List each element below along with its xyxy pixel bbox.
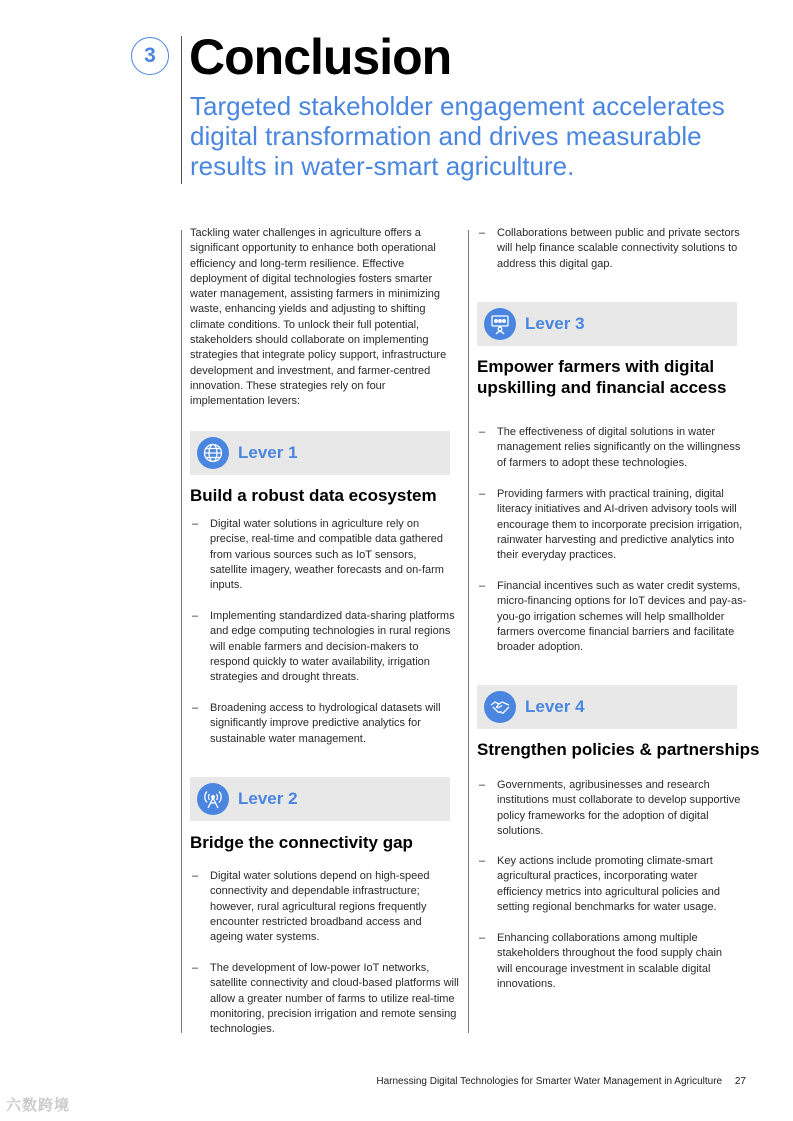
- list-item: – Enhancing collaborations among multiple stakeholders throughout the food supply chain will encourage investment in scalable digital innovations.: [479, 931, 749, 993]
- globe-network-icon: [197, 437, 229, 469]
- lever-2-heading: Bridge the connectivity gap: [190, 833, 413, 852]
- list-item: – Financial incentives such as water credit systems, micro-financing options for IoT devices and pay-as-you-go irrigation schemes will help smallholder farmers overcome financial barriers and facilitate broader adoption.: [479, 579, 749, 654]
- list-item: – Key actions include promoting climate-smart agricultural practices, incorporating water efficiency metrics into agricultural policies and setting regional benchmarks for water usage.: [479, 854, 749, 916]
- handshake-icon: [484, 691, 516, 723]
- lever-4-bullet-1: Governments, agribusinesses and research institutions must collaborate to develop supportive policy frameworks for the adoption of digital solutions.: [497, 779, 741, 837]
- lever-3-heading: Empower farmers with digital upskilling and financial access: [477, 357, 727, 397]
- right-column-rule: [468, 230, 469, 1033]
- lever-2-banner: [190, 777, 450, 821]
- lever-1-heading: Build a robust data ecosystem: [190, 486, 437, 505]
- list-item: – Digital water solutions in agriculture rely on precise, real-time and compatible data gathered from various sources such as IoT sensors, satellite imagery, weather forecasts and on-farm inputs.: [192, 517, 457, 592]
- list-item: – Digital water solutions depend on high-speed connectivity and dependable infrastructure; however, rural agricultural regions frequently encounter restricted broadband access and ageing water systems.: [192, 869, 457, 944]
- lever-1-bullet-1: Digital water solutions in agriculture rely on precise, real-time and compatible data gathered from various sources such as IoT sensors, satellite imagery, weather forecasts and on-farm inputs.: [210, 518, 444, 592]
- list-item: – Broadening access to hydrological datasets will significantly improve predictive analytics for sustainable water management.: [192, 701, 457, 747]
- footer-title: Harnessing Digital Technologies for Smarter Water Management in Agriculture: [376, 1076, 723, 1087]
- page-title: Conclusion: [189, 29, 452, 85]
- lever-4-bullet-2: Key actions include promoting climate-smart agricultural practices, incorporating water efficiency metrics into agricultural policies and setting regional benchmarks for water usage.: [497, 855, 720, 913]
- lever-2-label: Lever 2: [238, 789, 298, 808]
- left-column-rule: [181, 230, 182, 1033]
- section-number-badge: 3: [131, 37, 169, 75]
- intro-paragraph: Tackling water challenges in agriculture offers a significant opportunity to enhance both operational efficiency and long-term resilience. Effective deployment of digital technologies fosters smarter water management, assisting farmers in minimizing waste, enhancing yields and adjusting to shifting climate conditions. To unlock their full potential, stakeholders should collaborate on implementing strategies that integrate policy support, infrastructure development and investment, and farmer-centred innovation. These strategies rely on four implementation levers:: [190, 227, 447, 408]
- training-icon: [484, 308, 516, 340]
- list-item: – Implementing standardized data-sharing platforms and edge computing technologies in rural regions will enable farmers and decision-makers to respond quickly to water availability, irrigation strategies and drought threats.: [192, 609, 457, 684]
- antenna-icon: [197, 783, 229, 815]
- lever-1-bullet-3: Broadening access to hydrological datasets will significantly improve predictive analytics for sustainable water management.: [210, 702, 441, 745]
- lever-3-bullet-1: The effectiveness of digital solutions in water management relies significantly on the willingness of farmers to adopt these technologies.: [497, 426, 741, 469]
- lever-3-banner: [477, 302, 737, 346]
- lever-2-bullet-2: The development of low-power IoT networks, satellite connectivity and cloud-based platforms will allow a greater number of farms to utilize real-time monitoring, precision irrigation and remote sensing technologies.: [210, 962, 459, 1036]
- page-number: 27: [734, 1076, 746, 1087]
- lever-2-bullet-1: Digital water solutions depend on high-speed connectivity and dependable infrastructure; however, rural agricultural regions frequently encounter restricted broadband access and ageing water systems.: [210, 870, 430, 944]
- list-item: – The development of low-power IoT networks, satellite connectivity and cloud-based platforms will allow a greater number of farms to utilize real-time monitoring, precision irrigation and remote sensing technologies.: [192, 961, 457, 1036]
- list-item: – Providing farmers with practical training, digital literacy initiatives and AI-driven advisory tools will encourage them to incorporate precision irrigation, rainwater harvesting and predictive analytics into their everyday practices.: [479, 487, 749, 562]
- title-divider: [181, 36, 182, 184]
- lever-4-label: Lever 4: [525, 697, 585, 716]
- lever-3-bullet-3: Financial incentives such as water credit systems, micro-financing options for IoT devices and pay-as-you-go irrigation schemes will help smallholder farmers overcome financial barriers and facilitate broader adoption.: [497, 580, 747, 654]
- lever-4-bullet-3: Enhancing collaborations among multiple stakeholders throughout the food supply chain will encourage investment in scalable digital innovations.: [497, 932, 723, 990]
- list-item: – The effectiveness of digital solutions in water management relies significantly on the willingness of farmers to adopt these technologies.: [479, 425, 749, 471]
- lever-1-bullet-2: Implementing standardized data-sharing platforms and edge computing technologies in rural regions will enable farmers and decision-makers to respond quickly to water availability, irrigation strategies and drought threats.: [210, 610, 455, 684]
- lever-4-banner: [477, 685, 737, 729]
- page-footer: [376, 1076, 746, 1087]
- lever-3-label: Lever 3: [525, 314, 585, 333]
- lever-1-label: Lever 1: [238, 443, 298, 462]
- lever-4-heading: Strengthen policies & partnerships: [477, 740, 760, 759]
- watermark: 六数跨境: [6, 1097, 71, 1114]
- lever-2-bullet-3: Collaborations between public and private sectors will help finance scalable connectivity solutions to address this digital gap.: [497, 227, 740, 270]
- list-item: – Governments, agribusinesses and research institutions must collaborate to develop supportive policy frameworks for the adoption of digital solutions.: [479, 778, 749, 840]
- page-subtitle: Targeted stakeholder engagement accelerates digital transformation and drives measurable results in water-smart agriculture.: [190, 91, 725, 181]
- lever-3-bullet-2: Providing farmers with practical training, digital literacy initiatives and AI-driven advisory tools will encourage them to incorporate precision irrigation, rainwater harvesting and predictive analytics into their everyday practices.: [497, 488, 743, 562]
- list-item: – Collaborations between public and private sectors will help finance scalable connectivity solutions to address this digital gap.: [479, 226, 744, 272]
- lever-1-banner: [190, 431, 450, 475]
